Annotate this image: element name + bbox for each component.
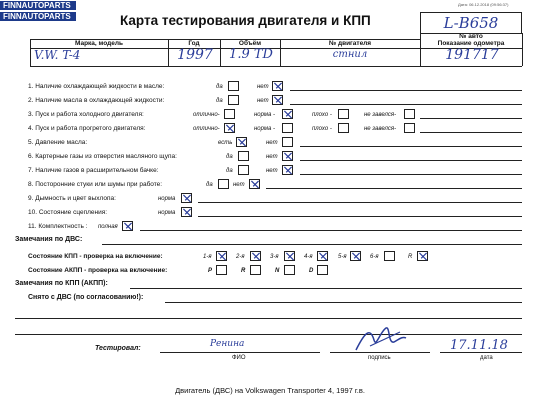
gear-5-box[interactable] (350, 251, 361, 261)
signature (350, 322, 410, 356)
check-3-opt-nostart: не завелся- (364, 112, 397, 118)
check-2-opt-da: да (216, 98, 223, 104)
page-title: Карта тестирования двигателя и КПП (120, 13, 371, 28)
image-caption: Двигатель (ДВС) на Volkswagen Transporter 4, 1997 г.в. (175, 386, 365, 395)
fio-label: ФИО (232, 355, 246, 361)
gear-6-box[interactable] (384, 251, 395, 261)
check-5-opt-no: нет (266, 140, 278, 146)
check-8-opt-da: да (206, 182, 213, 188)
check-3: 3. Пуск и работа холодного двигателя: (28, 111, 144, 118)
akpp-p-box[interactable] (216, 265, 227, 275)
date-stamp: Дата: 06.12.2018 (09:56:37) (458, 2, 509, 7)
check-7: 7. Наличие газов в расширительном бачке: (28, 167, 159, 174)
gear-2-box[interactable] (250, 251, 261, 261)
check-4-box-excellent[interactable] (224, 123, 235, 133)
check-3-box-normal[interactable] (282, 109, 293, 119)
check-6-opt-da: да (226, 154, 233, 160)
akpp-d-label: D (309, 268, 314, 274)
model-header: Марка, модель (74, 40, 124, 47)
check-4: 4. Пуск и работа прогретого двигателя: (28, 125, 146, 132)
gear-r-box[interactable] (417, 251, 428, 261)
gear-1-box[interactable] (216, 251, 227, 261)
check-10: 10. Состояние сцепления: (28, 209, 108, 216)
gear-3-label: 3-я (270, 254, 279, 260)
akpp-r-box[interactable] (250, 265, 261, 275)
check-7-box-da[interactable] (238, 165, 249, 175)
check-10-box-normal[interactable] (181, 207, 192, 217)
brand-logo-secondary: FINNAUTOPARTS (0, 12, 76, 21)
akpp-n-box[interactable] (284, 265, 295, 275)
check-6-box-da[interactable] (238, 151, 249, 161)
check-11-opt-full: полная (98, 224, 118, 230)
akpp-r-label: R (241, 268, 246, 274)
akpp-n-label: N (275, 268, 280, 274)
removed-label: Снято с ДВС (по согласованию!): (28, 294, 144, 301)
check-4-box-normal[interactable] (282, 123, 293, 133)
remarks-kpp-label: Замечания по КПП (АКПП): (15, 280, 108, 287)
check-3-opt-excellent: отлично- (193, 112, 220, 118)
kpp-label: Состояние КПП - проверка на включение: (28, 253, 163, 260)
check-1-box-net[interactable] (272, 81, 283, 91)
engine-no-header: № двигателя (328, 40, 372, 47)
check-4-opt-normal: норма - (254, 126, 276, 132)
check-5-box-no[interactable] (282, 137, 293, 147)
check-2-opt-net: нет (257, 98, 269, 104)
gear-4-box[interactable] (317, 251, 328, 261)
check-5-opt-yes: есть (218, 140, 233, 146)
date-value: 17.11.18 (450, 338, 508, 353)
volume-header: Объём (238, 40, 262, 47)
check-6-opt-net: нет (266, 154, 278, 160)
check-4-opt-bad: плохо - (312, 126, 332, 132)
check-7-box-net[interactable] (282, 165, 293, 175)
check-3-box-excellent[interactable] (224, 109, 235, 119)
check-9: 9. Дымность и цвет выхлопа: (28, 195, 116, 202)
check-7-opt-da: да (226, 168, 233, 174)
check-4-box-bad[interactable] (338, 123, 349, 133)
engine-no-value: стнил (332, 49, 368, 60)
check-1-opt-net: нет (257, 84, 269, 90)
brand-logo: FINNAUTOPARTS (0, 1, 76, 10)
auto-number-label: № авто (459, 33, 483, 40)
check-6-box-net[interactable] (282, 151, 293, 161)
check-9-box-normal[interactable] (181, 193, 192, 203)
check-5-box-yes[interactable] (236, 137, 247, 147)
check-9-opt-normal: норма (158, 196, 176, 202)
check-8: 8. Посторонние стуки или шумы при работе: (28, 181, 163, 188)
check-11: 11. Комплектность : (28, 223, 88, 230)
check-1: 1. Наличие охлаждающей жидкости в масле: (28, 83, 165, 90)
auto-number-box (420, 12, 522, 34)
check-4-opt-nostart: не завелся- (364, 126, 397, 132)
check-2: 2. Наличие масла в охлаждающей жидкости: (28, 97, 165, 104)
volume-value: 1.9 TD (229, 47, 273, 62)
year-header: Год (188, 40, 200, 47)
gear-2-label: 2-я (236, 254, 245, 260)
check-11-box-full[interactable] (122, 221, 133, 231)
gear-3-box[interactable] (284, 251, 295, 261)
check-8-box-net[interactable] (249, 179, 260, 189)
vehicle-table (30, 39, 522, 66)
tested-label: Тестировал: (95, 345, 141, 352)
akpp-p-label: P (208, 268, 213, 274)
check-4-opt-excellent: отлично- (193, 126, 220, 132)
akpp-d-box[interactable] (317, 265, 328, 275)
gear-4-label: 4-я (304, 254, 313, 260)
akpp-label: Состояние АКПП - проверка на включение: (28, 267, 168, 274)
check-3-box-nostart[interactable] (404, 109, 415, 119)
fio-value: Ренина (210, 339, 245, 349)
gear-1-label: 1-я (203, 254, 212, 260)
odometer-value: 191717 (445, 47, 499, 63)
date-label: дата (480, 355, 493, 361)
check-4-box-nostart[interactable] (404, 123, 415, 133)
auto-number-value: L-B658 (443, 14, 499, 32)
check-1-box-da[interactable] (228, 81, 239, 91)
check-3-box-bad[interactable] (338, 109, 349, 119)
gear-r-label: R (408, 254, 413, 260)
gear-6-label: 6-я (370, 254, 379, 260)
check-7-opt-net: нет (266, 168, 278, 174)
check-10-opt-normal: норма (158, 210, 176, 216)
check-2-box-net[interactable] (272, 95, 283, 105)
check-6: 6. Картерные газы из отверстия масляного щупа: (28, 153, 177, 160)
sign-label: подпись (368, 355, 391, 361)
year-value: 1997 (177, 47, 213, 63)
check-8-box-da[interactable] (218, 179, 229, 189)
check-8-opt-net: нет (233, 182, 245, 188)
remarks-engine-label: Замечания по ДВС: (15, 236, 83, 243)
check-1-opt-da: да (216, 84, 223, 90)
check-2-box-da[interactable] (228, 95, 239, 105)
model-value: V.W. T-4 (34, 48, 81, 62)
check-3-opt-normal: норма - (254, 112, 276, 118)
check-3-opt-bad: плохо - (312, 112, 332, 118)
odometer-header: Показание одометра (437, 40, 505, 47)
gear-5-label: 5-я (338, 254, 347, 260)
check-5: 5. Давление масла: (28, 139, 88, 146)
